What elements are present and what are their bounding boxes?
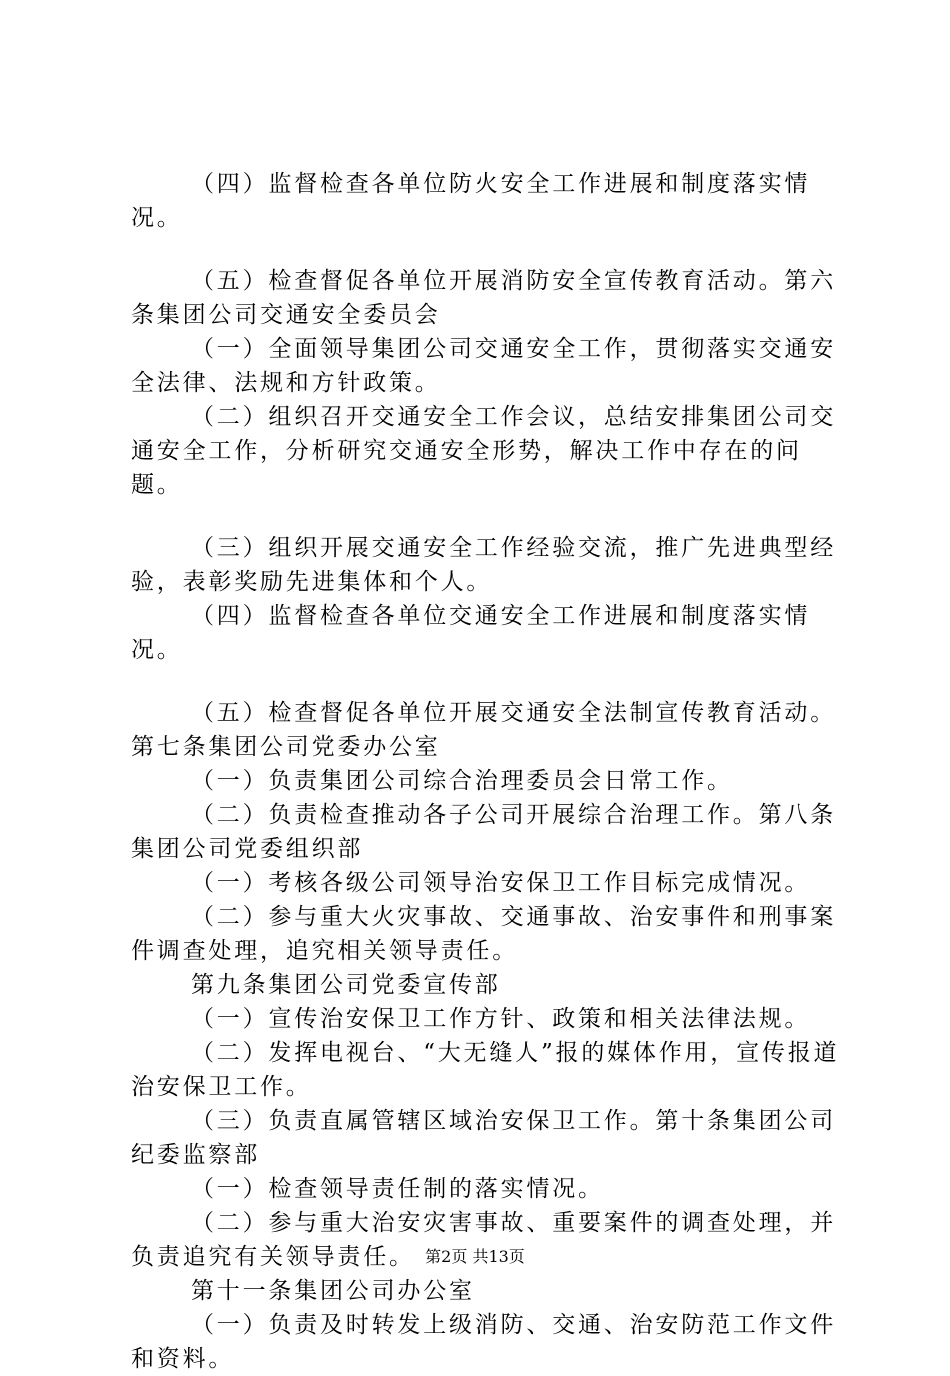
paragraph-gap xyxy=(131,502,850,531)
section-heading: 第十一条集团公司办公室 xyxy=(191,1278,475,1304)
paragraph: （一）考核各级公司领导治安保卫工作目标完成情况。 xyxy=(191,870,811,896)
paragraph: （一）宣传治安保卫工作方针、政策和相关法律法规。 xyxy=(191,1006,811,1032)
paragraph: （二）发挥电视台、“大无缝人”报的媒体作用，宣传报道治安保卫工作。 xyxy=(131,1040,840,1100)
paragraph: （二）组织召开交通安全工作会议，总结安排集团公司交通安全工作，分析研究交通安全形势，解决工作中存在的问题。 xyxy=(131,404,836,498)
paragraph: （三）负责直属管辖区域治安保卫工作。第十条集团公司纪委监察部 xyxy=(131,1108,836,1168)
paragraph: （五）检查督促各单位开展交通安全法制宣传教育活动。第七条集团公司党委办公室 xyxy=(131,700,836,760)
paragraph: （五）检查督促各单位开展消防安全宣传教育活动。第六条集团公司交通安全委员会 xyxy=(131,268,836,328)
paragraph-gap xyxy=(131,235,850,264)
paragraph: （一）负责及时转发上级消防、交通、治安防范工作文件和资料。 xyxy=(131,1312,836,1372)
paragraph: （二）参与重大治安灾害事故、重要案件的调查处理，并负责追究有关领导责任。 xyxy=(131,1210,836,1270)
paragraph: （一）检查领导责任制的落实情况。 xyxy=(191,1176,604,1202)
paragraph: （一）负责集团公司综合治理委员会日常工作。 xyxy=(191,768,733,794)
document-body xyxy=(131,167,850,1376)
paragraph-gap xyxy=(131,667,850,696)
paragraph: （二）参与重大火灾事故、交通事故、治安事件和刑事案件调查处理，追究相关领导责任。 xyxy=(131,904,836,964)
paragraph: （一）全面领导集团公司交通安全工作，贯彻落实交通安全法律、法规和方针政策。 xyxy=(131,336,836,396)
section-heading: 第九条集团公司党委宣传部 xyxy=(191,972,501,998)
paragraph: （四）监督检查各单位防火安全工作进展和制度落实情况。 xyxy=(131,171,811,231)
paragraph: （四）监督检查各单位交通安全工作进展和制度落实情况。 xyxy=(131,603,811,663)
paragraph: （三）组织开展交通安全工作经验交流，推广先进典型经验，表彰奖励先进集体和个人。 xyxy=(131,535,836,595)
page-number-footer: 第2页 共13页 xyxy=(425,1247,525,1266)
paragraph: （二）负责检查推动各子公司开展综合治理工作。第八条集团公司党委组织部 xyxy=(131,802,836,862)
